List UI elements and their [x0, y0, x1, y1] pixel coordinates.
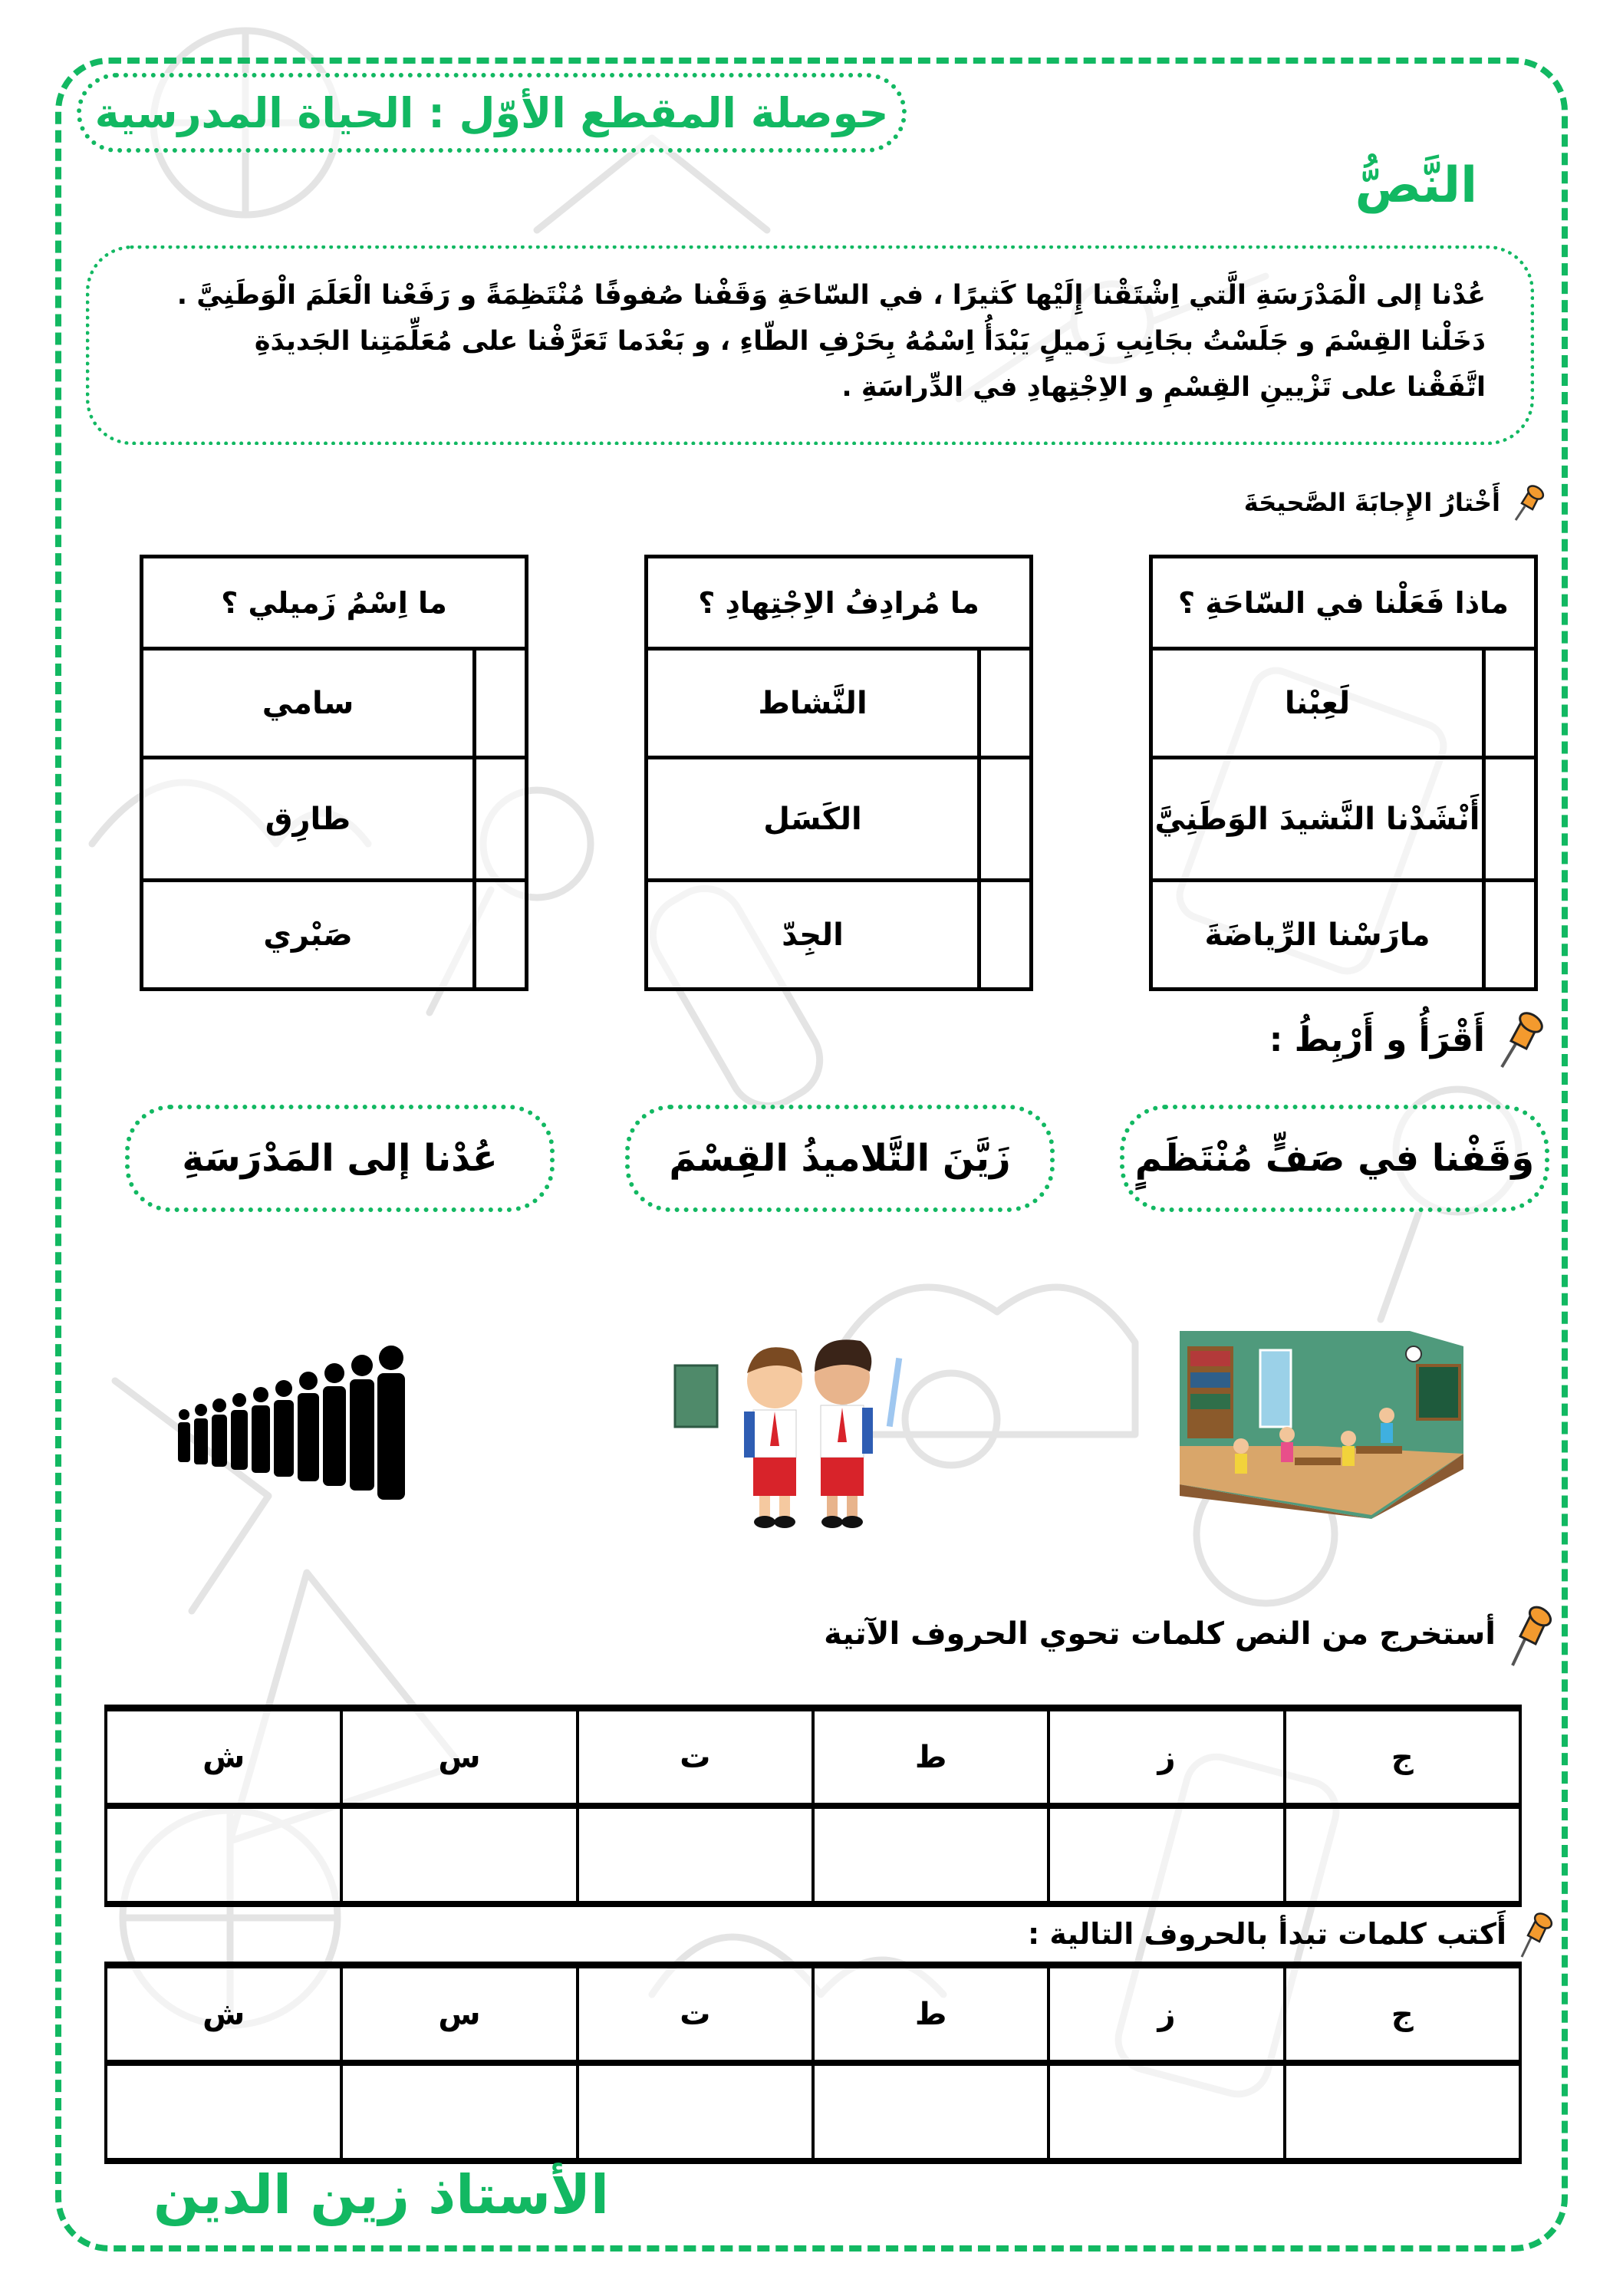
queue-silhouette-illustration[interactable] — [138, 1342, 410, 1504]
exercise4-instruction — [1028, 1909, 1554, 1959]
answer-cell[interactable] — [578, 1806, 813, 1904]
letter-cell: ز — [1049, 1965, 1284, 2064]
answer-checkbox[interactable] — [475, 881, 527, 990]
answer-cell[interactable] — [1285, 2063, 1520, 2161]
answer-cell[interactable] — [813, 1806, 1049, 1904]
letters-table-write — [104, 1962, 1522, 2164]
answer-option: طارِق — [142, 758, 475, 881]
answer-checkbox[interactable] — [1484, 758, 1536, 881]
exercise2-instruction — [1269, 1009, 1546, 1070]
letter-cell: ز — [1049, 1708, 1284, 1807]
answer-option: لَعِبْنا — [1151, 649, 1484, 758]
exercise3-label: أستخرج من النص كلمات تحوي الحروف الآتية — [824, 1616, 1496, 1652]
answer-cell[interactable] — [106, 1806, 341, 1904]
pushpin-icon — [1511, 483, 1546, 522]
exercise4-label: أَكتب كلمات تبدأ بالحروف التالية : — [1028, 1917, 1506, 1951]
section-heading: النَّصُّ — [1355, 157, 1477, 214]
page-title: حوصلة المقطع الأوّل : الحياة المدرسية — [94, 88, 889, 137]
letter-cell: س — [341, 1708, 577, 1807]
matching-sentences — [77, 1105, 1549, 1220]
answer-cell[interactable] — [341, 1806, 577, 1904]
answer-checkbox[interactable] — [979, 649, 1032, 758]
passage-line: اتَّفَقْنا على تَزْيينِ القِسْمِ و الاِجْتِهادِ في الدِّراسَةِ . — [841, 372, 1486, 403]
answer-checkbox[interactable] — [1484, 881, 1536, 990]
answer-checkbox[interactable] — [1484, 649, 1536, 758]
question-text: ماذا فَعَلْنا في السّاحَةِ ؟ — [1151, 557, 1536, 649]
answer-checkbox[interactable] — [979, 881, 1032, 990]
letter-cell: س — [341, 1965, 577, 2064]
answer-option: سامي — [142, 649, 475, 758]
classroom-illustration[interactable] — [1180, 1331, 1463, 1519]
teacher-signature: الأستاذ زين الدين — [153, 2163, 610, 2226]
answer-cell[interactable] — [578, 2063, 813, 2161]
answer-option: صَبْري — [142, 881, 475, 990]
schoolboys-illustration[interactable] — [667, 1319, 943, 1534]
answer-cell[interactable] — [1049, 1806, 1284, 1904]
exercise1-instruction — [1244, 483, 1546, 522]
question-text: ما اِسْمُ زَميلي ؟ — [142, 557, 527, 649]
answer-option: النَّشاط — [647, 649, 979, 758]
sentence-pill[interactable]: زَيَّنَ التَّلاميذُ القِسْمَ — [625, 1105, 1055, 1212]
pushpin-icon — [1506, 1599, 1554, 1668]
answer-checkbox[interactable] — [979, 758, 1032, 881]
letter-cell: ج — [1285, 1965, 1520, 2064]
pushpin-icon — [1496, 1009, 1546, 1070]
title-box — [77, 73, 907, 153]
exercise3-instruction — [824, 1599, 1554, 1668]
answer-cell[interactable] — [1285, 1806, 1520, 1904]
exercise1-label: أَخْتارُ الإِجابَةَ الصَّحيحَةَ — [1243, 488, 1500, 517]
question-text: ما مُرادِفُ الاِجْتِهادِ ؟ — [647, 557, 1032, 649]
answer-cell[interactable] — [1049, 2063, 1284, 2161]
letter-cell: ج — [1285, 1708, 1520, 1807]
passage-box — [86, 245, 1534, 445]
answer-option: أَنْشَدْنا النَّشيدَ الوَطَنِيَّ — [1151, 758, 1484, 881]
letter-cell: ش — [106, 1965, 341, 2064]
passage-line: دَخَلْنا القِسْمَ و جَلَسْتُ بجَانِبِ زَميلٍ يَبْدَأُ اِسْمُهُ بِحَرْفِ الطّاءِ ، و بَعْدَما تَعَرَّفْنا على مُعَلِّمَتِنا الجَديدَةِ — [254, 326, 1486, 357]
pushpin-icon — [1517, 1909, 1554, 1959]
question-table-3 — [140, 555, 528, 991]
answer-cell[interactable] — [341, 2063, 577, 2161]
answer-option: الكَسَل — [647, 758, 979, 881]
letter-cell: ش — [106, 1708, 341, 1807]
answer-cell[interactable] — [106, 2063, 341, 2161]
letters-table-extract — [104, 1705, 1522, 1907]
sentence-pill[interactable]: عُدْنا إلى المَدْرَسَةِ — [125, 1105, 555, 1212]
answer-checkbox[interactable] — [475, 758, 527, 881]
question-table-2 — [644, 555, 1033, 991]
answer-option: مارَسْنا الرِّياضَةَ — [1151, 881, 1484, 990]
letter-cell: ت — [578, 1708, 813, 1807]
exercise2-label: أَقْرَأُ و أَرْبِطُ : — [1269, 1020, 1485, 1059]
answer-checkbox[interactable] — [475, 649, 527, 758]
letter-cell: ط — [813, 1708, 1049, 1807]
passage-line: عُدْنا إلى الْمَدْرَسَةِ الَّتي اِشْتَقْنا إِلَيْها كَثيرًا ، في السّاحَةِ وَقَفْنا صُفوفًا مُنْتَظِمَةً و رَفَعْنا الْعَلَمَ الْوَطَنِيَّ . — [176, 280, 1486, 311]
letter-cell: ط — [813, 1965, 1049, 2064]
answer-option: الجِدّ — [647, 881, 979, 990]
answer-cell[interactable] — [813, 2063, 1049, 2161]
letter-cell: ت — [578, 1965, 813, 2064]
sentence-pill[interactable]: وَقَفْنا في صَفٍّ مُنْتَظَمٍ — [1120, 1105, 1549, 1212]
question-table-1 — [1149, 555, 1538, 991]
